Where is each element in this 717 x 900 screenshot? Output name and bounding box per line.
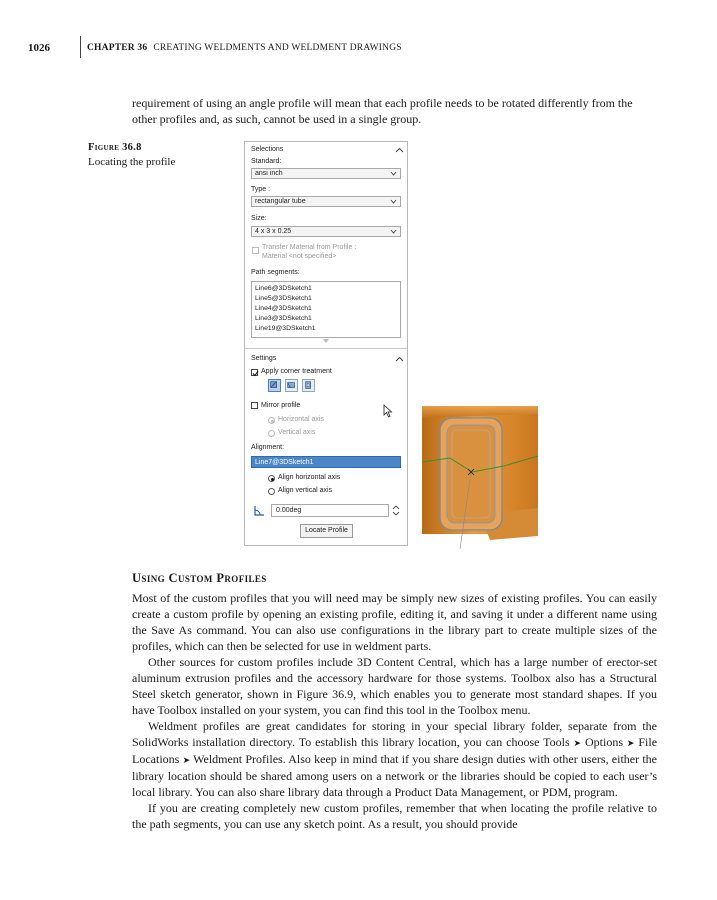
standard-dropdown[interactable] [251, 168, 401, 179]
align-horizontal-axis-label: Align horizontal axis [278, 474, 341, 481]
align-horizontal-axis-radio[interactable] [268, 475, 275, 482]
apply-corner-treatment-label: Apply corner treatment [261, 368, 332, 375]
chevron-down-icon [390, 229, 397, 234]
chapter-title: CREATING WELDMENTS AND WELDMENT DRAWINGS [153, 43, 402, 53]
collapse-chevron-icon[interactable] [395, 147, 404, 153]
end-butt-icon[interactable] [302, 379, 315, 392]
menu-arrow-icon: ➤ [182, 755, 191, 765]
page-number: 1026 [28, 42, 50, 54]
mouse-cursor-icon [383, 404, 394, 418]
horizontal-axis-radio[interactable] [268, 417, 275, 424]
vertical-axis-radio[interactable] [268, 430, 275, 437]
rotation-angle-value: 0.00deg [276, 507, 302, 514]
locate-profile-button-label: Locate Profile [305, 527, 348, 534]
running-header [87, 43, 402, 53]
apply-corner-treatment-checkbox[interactable] [251, 369, 258, 376]
align-vertical-axis-label: Align vertical axis [278, 487, 333, 494]
list-item[interactable]: Line4@3DSketch1 [255, 305, 312, 312]
chapter-number: CHAPTER 36 [87, 43, 148, 53]
section-divider [245, 348, 407, 349]
type-dropdown[interactable] [251, 196, 401, 207]
standard-label: Standard: [251, 158, 282, 165]
mirror-profile-checkbox[interactable] [251, 402, 258, 409]
structural-member-panel [244, 141, 408, 546]
type-label: Type : [251, 186, 271, 193]
header-divider [80, 36, 81, 58]
alignment-label: Alignment: [251, 444, 285, 451]
list-item[interactable]: Line6@3DSketch1 [255, 285, 312, 292]
checkmark-icon [252, 370, 259, 377]
list-item[interactable]: Line19@3DSketch1 [255, 325, 316, 332]
chevron-down-icon [390, 199, 397, 204]
menu-arrow-icon: ➤ [626, 738, 635, 748]
type-value: rectangular tube [255, 198, 306, 205]
spinner-arrows-icon[interactable] [392, 504, 400, 517]
paragraph-text: Weldment Profiles. Also keep in mind that if you share design duties with other users, either the library location should be shared among users on a network or the libraries should be copied to each user’s local library. You can also share library data through a Product Data Management, or PDM, program. [132, 752, 657, 799]
resize-grip-icon[interactable] [323, 339, 329, 343]
vertical-axis-label: Vertical axis [278, 429, 316, 436]
standard-value: ansi inch [255, 170, 283, 177]
end-miter-icon[interactable] [285, 379, 298, 392]
material-not-specified: Material <not specified> [262, 253, 337, 260]
selections-header[interactable]: Selections [251, 146, 284, 153]
figure-caption: Locating the profile [88, 156, 176, 168]
paragraph-text: Options [584, 735, 623, 749]
paragraph: If you are creating completely new custom profiles, remember that when locating the profile relative to the path segments, you can use any sketch point. As a result, you should provide [132, 801, 657, 831]
section-heading: Using Custom Profiles [132, 571, 267, 585]
paragraph-text: File Locations [132, 735, 658, 766]
intro-paragraph: requirement of using an angle profile will mean that each profile needs to be rotated differently from the other profiles and, as such, cannot be used in a single group. [132, 96, 633, 126]
paragraph: Other sources for custom profiles include 3D Content Central, which has a large number of erector-set aluminum extrusion profiles and the accessory hardware for those systems. Toolbox also has a Structural Steel sketch generator, shown in Figure 36.9, which enables you to generate most standard shapes. If you have Toolbox installed on your system, you can find this tool in the Toolbox menu. [132, 655, 657, 717]
path-segments-list[interactable] [251, 281, 401, 338]
size-value: 4 x 3 x 0.25 [255, 228, 292, 235]
list-item[interactable]: Line5@3DSketch1 [255, 295, 312, 302]
alignment-value: Line7@3DSketch1 [255, 458, 314, 466]
figure-label: Figure 36.8 [88, 142, 142, 153]
path-segments-label: Path segments: [251, 269, 300, 276]
menu-arrow-icon: ➤ [573, 738, 582, 748]
paragraph: Most of the custom profiles that you will need may be simply new sizes of existing profiles. You can easily create a custom profile by opening an existing profile, editing it, and saving it under a different name using the Save As command. You can also use configurations in the library part to create multiple sizes of the profiles, which can then be selected for use in weldment parts. [132, 591, 657, 653]
chevron-down-icon [390, 171, 397, 176]
weldment-profile-render [420, 404, 540, 549]
size-label: Size: [251, 215, 267, 222]
mirror-profile-label: Mirror profile [261, 402, 301, 409]
rotation-angle-icon [253, 504, 266, 517]
paragraph-text: Weldment profiles are great candidates for storing in your special library folder, separate from the SolidWorks installation directory. To establish this library location, you can choose Tools [132, 719, 657, 749]
size-dropdown[interactable] [251, 226, 401, 237]
body-text [132, 590, 657, 832]
settings-header[interactable]: Settings [251, 355, 277, 362]
paragraph [132, 718, 657, 800]
horizontal-axis-label: Horizontal axis [278, 416, 324, 423]
transfer-material-label: Transfer Material from Profile : [262, 244, 357, 251]
end-trim-icon[interactable] [268, 379, 281, 392]
collapse-chevron-icon[interactable] [395, 356, 404, 362]
alignment-selection-box[interactable] [251, 456, 401, 468]
transfer-material-checkbox[interactable] [252, 247, 259, 254]
list-item[interactable]: Line3@3DSketch1 [255, 315, 312, 322]
rotation-angle-input[interactable] [271, 504, 389, 517]
locate-profile-button[interactable] [300, 524, 353, 538]
align-vertical-axis-radio[interactable] [268, 488, 275, 495]
